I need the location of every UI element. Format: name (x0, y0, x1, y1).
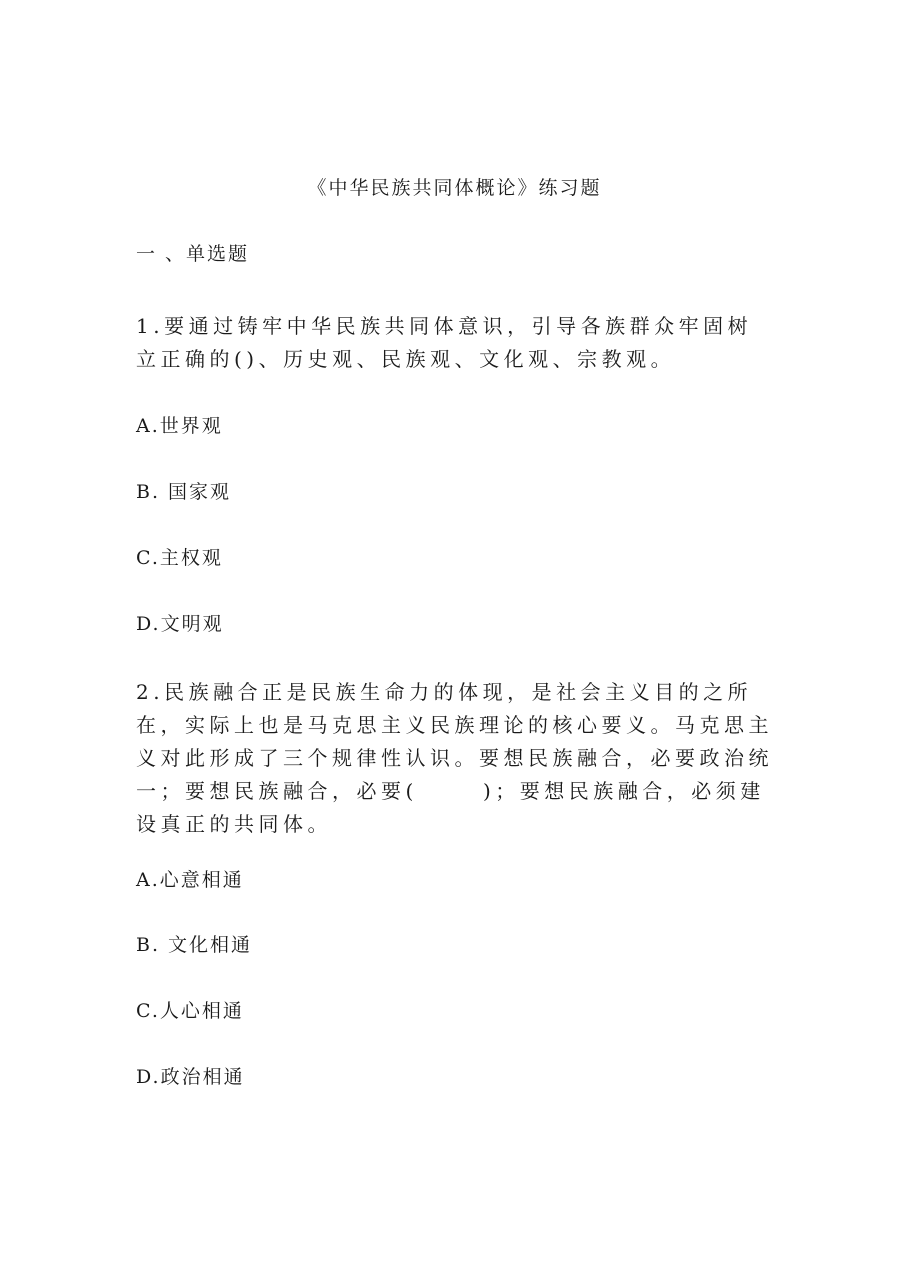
question-1-stem: 1.要通过铸牢中华民族共同体意识，引导各族群众牢固树立正确的()、历史观、民族观、文化观、宗教观。 (136, 314, 753, 371)
question-2-option-a: A.心意相通 (136, 869, 244, 891)
section-heading: 一 、单选题 (136, 243, 250, 265)
question-1-option-c: C.主权观 (136, 547, 223, 569)
document-title: 《中华民族共同体概论》练习题 (307, 177, 602, 199)
question-1-option-b: B. 国家观 (136, 481, 232, 503)
question-2-stem: 2.民族融合正是民族生命力的体现，是社会主义目的之所在，实际上也是马克思主义民族理论的核心要义。马克思主义对此形成了三个规律性认识。要想民族融合，必要政治统一；要想民族融合，必要( )；要想民族融合，必须建设真正的共同体。 (136, 680, 773, 836)
question-1-option-d: D.文明观 (136, 613, 224, 635)
question-2-option-c: C.人心相通 (136, 1000, 244, 1022)
question-1-option-a: A.世界观 (136, 415, 223, 437)
question-2-option-d: D.政治相通 (136, 1066, 245, 1088)
question-2-option-b: B. 文化相通 (136, 934, 253, 956)
